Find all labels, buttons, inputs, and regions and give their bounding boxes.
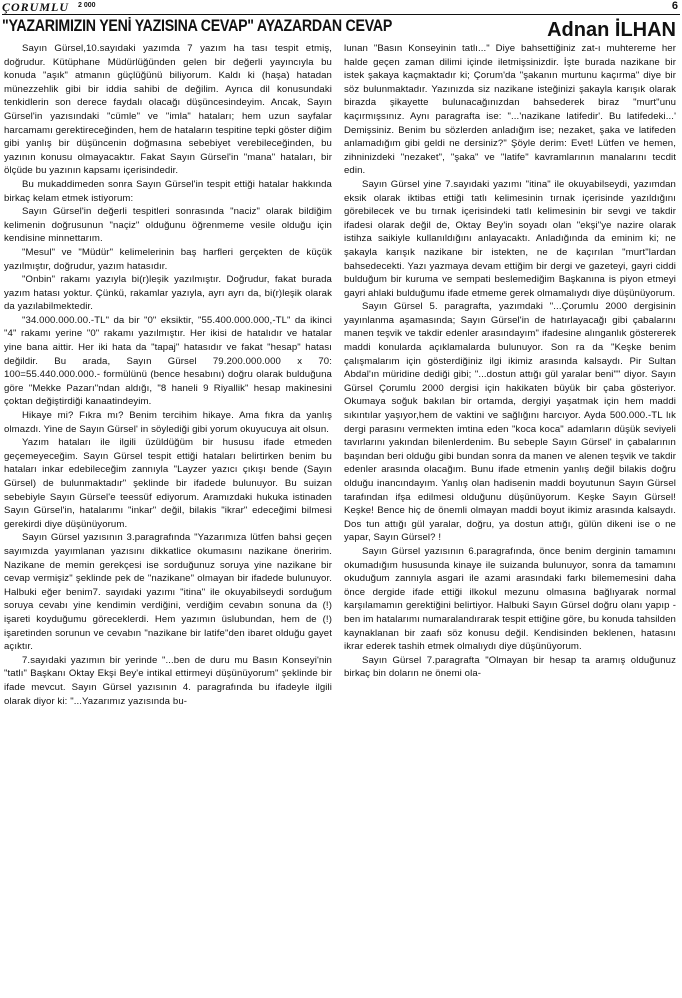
paragraph: Sayın Gürsel yine 7.sayıdaki yazımı "itina" ile okuyabilseydi, yazımdan eksik olarak iktibas ettiği tatlı kelimesinin tırnak içerisinde yazıldığını görebilecek ve bu tırnak içerisindeki tatlı kelimesinin bir sevgi ve takdir ifadesi olarak değil de, Oktay Bey'in soyadı olan "ekşi"ye nazire olarak istihza saikiyle kullanıldığını anlayacaktı. Anladığında da eminim ki; ne şakayla karışık nazikane bir istekten, ne de kaçırılan "murt"lardan bahsedecekti. Yazı yazmaya devam ettiğim bir dergi ve gazeteyi, gayri ciddi bulduğum bir kuruma ve sempati beslemediğim Başkanına is piyon etmeyi gayri ahlaki bulduğumu ifade etmeme gerek olmamalıydı diye düşünüyorum. [344,178,676,299]
paragraph: Sayın Gürsel 7.paragrafta "Olmayan bir hesap ta aramış olduğunuz birkaç bin doların ne önemi ola- [344,654,676,680]
article-author: Adnan İLHAN [547,19,676,41]
article-column-left [4,42,332,708]
page-number: 6 [671,0,678,12]
publication-logo: ÇORUMLU [2,0,70,14]
article-column-right [344,42,676,681]
paragraph: Bu mukaddimeden sonra Sayın Gürsel'in tespit ettiği hatalar hakkında birkaç kelam etmek istiyorum: [4,178,332,204]
header-rule [2,14,680,15]
paragraph: "Mesul" ve "Müdür" kelimelerinin baş harfleri gerçekten de küçük yazılmıştır, doğrudur, yazım hatasıdır. [4,246,332,272]
paragraph: Sayın Gürsel yazısının 3.paragrafında "Yazarımıza lütfen bahsi geçen sayımızda yayımlanan yazısını dikkatlice okumasını nazikane öneririm. Nazikane de memin gerekçesi ise sorduğunuz soruya yine nazikane bir cevap vermişiz" şeklinde pek de "nazikane" olmayan bir ifadede bulunuyor. Halbuki eğer benim7. sayıdaki yazımı "itina" ile okuyabilseydi sorduğum soruya cevabı yine kendimin verdiğini, verdiğim cevabın sonuna da (!) işareti koyduğumu göreceklerdi. Hem yazımın üslubundan, hem de (!) işaretinden sorunun ve cevabın "nazikane bir latife"den ibaret olduğu gayet açıktır. [4,532,332,653]
page-header [0,0,682,18]
paragraph: Sayın Gürsel'in değerli tespitleri sonrasında "naciz" olarak bildiğim kelimenin doğrusunun "naçiz" olduğunu öğrenmeme vesile olduğu için kendisine minnettarım. [4,206,332,245]
paragraph: "34.000.000.00.-TL" da bir "0" eksiktir, "55.400.000.000,-TL" da ikinci "4" rakamı yerine "0" rakamı yazılmıştır. Her ikisi de hatalıdır ve hatalar yine bana aittir. Her iki hata da "tapaj" hatasıdır ve fakat "hesap" hatası değildir. Bu arada, Sayın Gürsel 79.200.000.000 x 70: 100=55.440.000.000.- formülünü (bence hesabını) doğru olarak bulduğuna göre "Mekke Pazarı"ndan aldığı, "8 haneli 9 Riyallik" hesap makinesini çoktan değiştirdiği kanaatindeyim. [4,314,332,408]
paragraph: Yazım hataları ile ilgili üzüldüğüm bir hususu ifade etmeden geçemeyeceğim. Sayın Gürsel tespit ettiği hataları belirtirken benim bu hataları inkar edebileceğim zannıyla "Layzer yazıcı çıkışı bende (Sayın Gürsel) de bulunmaktadır" şeklinde bir ifadede bulunuyor. Bu suizan sebebiyle Sayın Gürsel'e teessüf ediyorum. Aramızdaki hukuka istinaden Sayın Gürsel'in, hatalarımı "inkar" değil, bilakis "ikrar" edeceğimi bilmesi gerekirdi diye düşünüyorum. [4,437,332,530]
paragraph: lunan "Basın Konseyinin tatlı..." Diye bahsettiğiniz zat-ı muhtereme her halde geçen zaman dilimi içinde iletmişsinizdir. İşte burada nazikane bir istek şakaya kaçmaktadır ki; Çorum'da "şakanın murtunu kaçırma" diye bir söz bulunmaktadır. Yazınızda siz nazikane isteğinizi şakayla karışık olarak birazda şikayette bulunacağınızdan bahsederek biraz "murt"unu kaçırmışsınız. Aynı paragrafta ise: "...'nazikane latifedir'. Bu latifedeki...' Demişsiniz. Benim bu sözlerden anladığım ise; nezaket, şaka ve latifeden anlamadığım gibi geldi ne dersiniz?" Şöyle derim: Evet! Lütfen ve hemen, zihninizdeki "nezaket", "şaka" ve "latife" kavramlarının manalarını tecdit edin. [344,43,676,177]
article-headline: "YAZARIMIZIN YENİ YAZISINA CEVAP" AYAZARDAN CEVAP [2,17,393,35]
paragraph: Sayın Gürsel yazısının 6.paragrafında, önce benim derginin tamamını okumadığım hususunda kinaye ile suizanda bulunuyor, sonra da tamamını okuduğum zannıyla asgari ile azami arasındaki farkı bilememesini daha önce dergide ifade ettiği ilkokul mezunu olmasına bağlıyarak normal karşılamamın gerektiğini belirtiyor. Halbuki Sayın Gürsel doğru olanı yapıp - ben im hatalarımı numaralandırarak tespit ettiğine göre, bu konuda tahsilden kaynaklanan bir zaafı söz konusu değil. Kendisinden beklenen, hatasını ikrar ederek tashih etmek olmalıydı diye düşünüyorum. [344,545,676,653]
paragraph: Sayın Gürsel 5. paragrafta, yazımdaki "...Çorumlu 2000 dergisinin yayınlanma aşamasında; Sayın Gürsel'in de hatırlayacağı gibi çabalarını manen teşvik ve takdir edenler arasındayım" ifadesine alınganlık göstererek maddi konularda açıklamalarda bulunuyor. Son ra da "Keşke benim çalışmalarım için gösterdiğiniz ilgi ikimiz arasında kalsaydı. Pir Sultan Abdal'ın müridine dediği gibi; "...dostun attığı gül yaralar beni"" diyor. Sayın Gürsel Çorumlu 2000 dergisi için hakikaten büyük bir çaba gösteriyor. Okumaya soğuk bakılan bir ortamda, dergiyi yaşatmak için hem maddi sıkıntılar yaşıyor,hem de vaktini ve sağlığını harcıyor. Ayda 500.000.-TL lık dergi parasını vermekten imtina eden "koca koca" adamların düşük seviyeli tavırlarını yakından bilenlerdenim. Bu sebeple Sayın Gürsel' in çabalarının başından beri olduğu gibi bundan sonra da manen ve alenen teşvik ve takdir edenler arasında olacağım. Bunu ifade etmenin yanlış değil bilakis doğru olduğu inancındayım. Yanlış olan hadisenin maddi boyutunun Sayın Gürsel tarafından ifşa edilmesi olduğunu düşünüyorum. Keşke Sayın Gürsel! Keşke! Bence hiç de önemli olmayan maddi boyut ikimiz arasında kalsaydı. Dos tun attığı gül yaralar, doğru, ya dostun attığı, gülün dikeni ise o ne yapar, Sayın Gürsel? ! [344,301,676,544]
paragraph: Hikaye mi? Fıkra mı? Benim tercihim hikaye. Ama fıkra da yanlış olmazdı. Yine de Sayın Gürsel' in söylediği gibi yorum okuyucuya ait olsun. [4,410,332,435]
paragraph: 7.sayıdaki yazımın bir yerinde "...ben de duru mu Basın Konseyi'nin "tatlı" Başkanı Oktay Ekşi Bey'e intikal ettirmeyi düşünüyorum" şeklinde bir ifade mevcut. Sayın Gürsel yazısının 4. paragrafında bu ifadeyle ilgili olarak diyor ki: "...Yazarımız yazısında bu- [4,654,332,707]
paragraph: Sayın Gürsel,10.sayıdaki yazımda 7 yazım ha tası tespit etmiş, doğrudur. Kütüphane Müdürlüğünden gelen bir değerli yayıncıyla bu konuda "aşık" atmanın güçlüğünü biliyorum. Kaldı ki (haşa) hatadan münezzehlik gibi bir iddia sahibi de değilim. Ayrıca dil konusundaki tenkidlerin son derece faydalı olacağı düşüncesindeyim. Ancak, Sayın Gürsel'in yazısındaki "cümle" ve "imla" hataları; hem uzun sayfalar harcamamı gerektireceğinden, hem de hataların tespitine tepki göster diğim gibi yanlış bir düşüncenin doğmasına sebebiyet verebileceğinden, bu yazının konusu olmayacaktır. Fakat Sayın Gürsel'in "mana" hataları, bir ölçüde bu yazının kapsamı içerisindedir. [4,43,332,177]
issue-label: 2 000 [78,2,96,9]
paragraph: "Onbin" rakamı yazıyla bi(r)leşik yazılmıştır. Doğrudur, fakat burada yazım hatası yoktur. Çünkü, rakamlar yazıyla, ayrı ayrı da, bi(r)leşik olarak da yazılabilmektedir. [4,274,332,313]
